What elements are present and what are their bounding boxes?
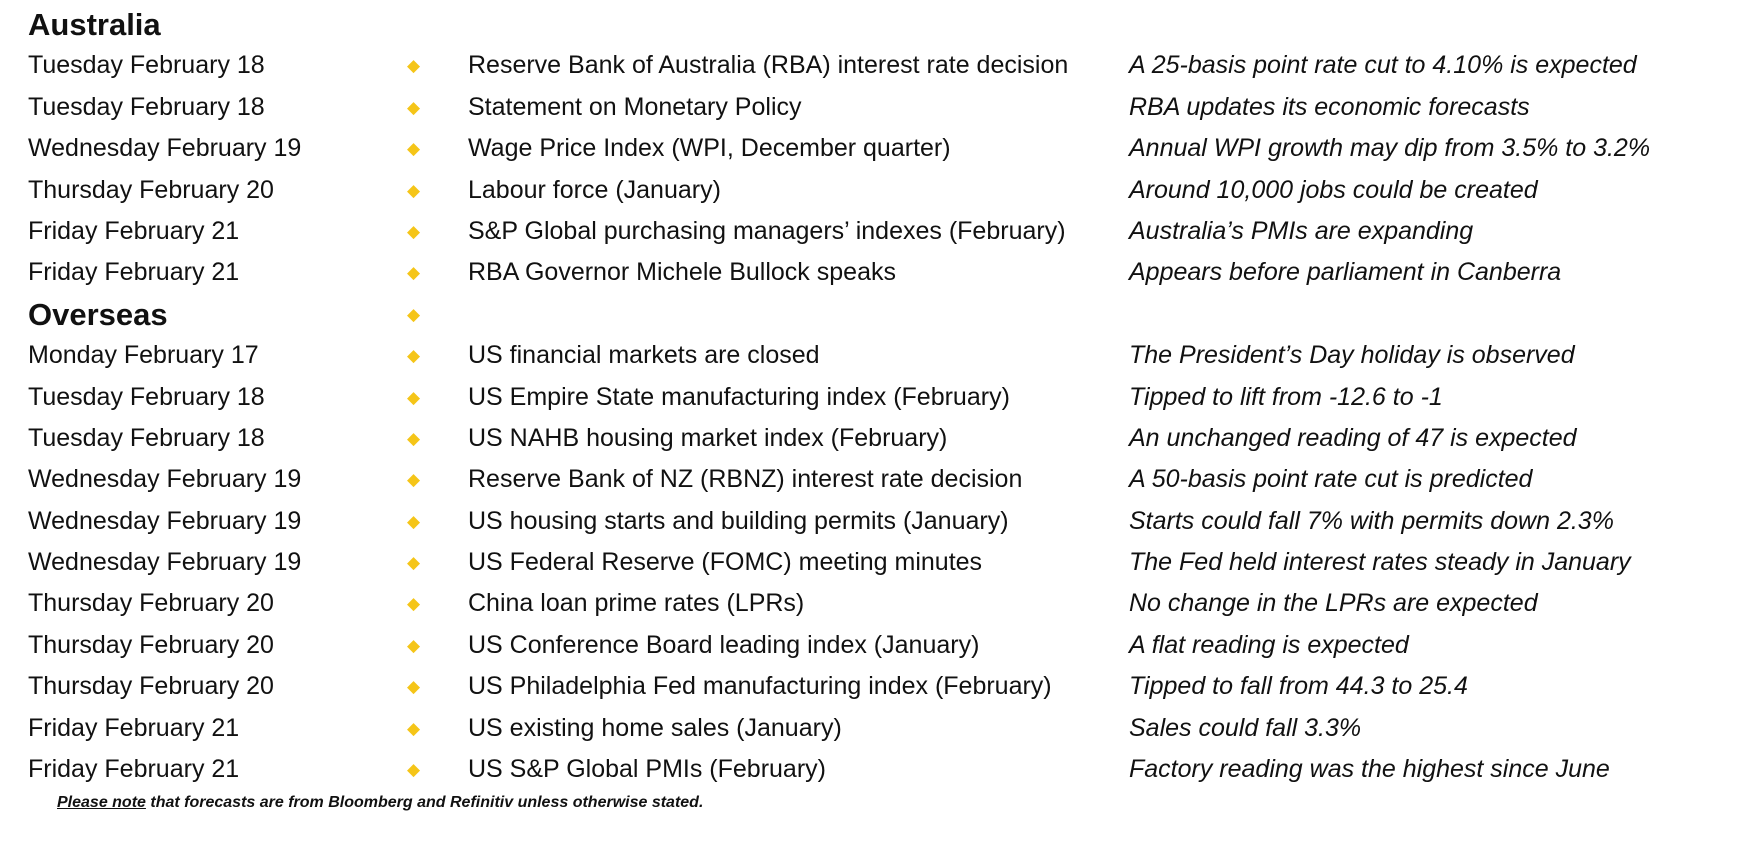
event-name: US Conference Board leading index (January): [468, 630, 980, 659]
calendar-row: [28, 377, 1728, 418]
diamond-icon: ◆: [407, 718, 421, 738]
event-forecast: Australia’s PMIs are expanding: [1129, 216, 1474, 245]
event-forecast: The President’s Day holiday is observed: [1129, 341, 1575, 370]
calendar-row: [28, 45, 1728, 86]
event-name: Wage Price Index (WPI, December quarter): [468, 134, 951, 163]
event-name: S&P Global purchasing managers’ indexes (February): [468, 216, 1066, 245]
event-date: Friday February 21: [28, 713, 240, 742]
diamond-icon: ◆: [407, 180, 421, 200]
event-name: US housing starts and building permits (January): [468, 506, 1009, 535]
calendar-row: [28, 211, 1728, 252]
calendar-row: [28, 87, 1728, 128]
event-forecast: No change in the LPRs are expected: [1129, 589, 1538, 618]
calendar-row: [28, 501, 1728, 542]
event-date: Wednesday February 19: [28, 548, 302, 577]
section-title: Australia: [28, 7, 161, 42]
economic-calendar: [28, 4, 1728, 790]
diamond-icon: ◆: [407, 760, 421, 780]
diamond-icon: ◆: [407, 511, 421, 531]
calendar-row: [28, 418, 1728, 459]
calendar-row: [28, 170, 1728, 211]
diamond-icon: ◆: [407, 635, 421, 655]
event-date: Thursday February 20: [28, 589, 274, 618]
diamond-icon: ◆: [407, 221, 421, 241]
event-forecast: A 25-basis point rate cut to 4.10% is expected: [1129, 51, 1637, 80]
diamond-icon: ◆: [407, 470, 421, 490]
event-forecast: A flat reading is expected: [1129, 630, 1409, 659]
event-date: Friday February 21: [28, 258, 240, 287]
diamond-icon: ◆: [407, 553, 421, 573]
event-date: Thursday February 20: [28, 630, 274, 659]
footnote-emphasis: Please note: [57, 794, 146, 811]
calendar-row: [28, 459, 1728, 500]
event-name: US existing home sales (January): [468, 713, 842, 742]
calendar-row: [28, 625, 1728, 666]
calendar-row: [28, 708, 1728, 749]
diamond-icon: ◆: [407, 97, 421, 117]
calendar-row: [28, 335, 1728, 376]
section-title: Overseas: [28, 296, 168, 332]
event-name: US Philadelphia Fed manufacturing index (February): [468, 672, 1052, 701]
event-date: Wednesday February 19: [28, 506, 302, 535]
event-forecast: Appears before parliament in Canberra: [1129, 258, 1562, 287]
event-date: Monday February 17: [28, 341, 259, 370]
calendar-row: [28, 583, 1728, 624]
calendar-row: [28, 128, 1728, 169]
event-name: Labour force (January): [468, 175, 721, 204]
event-forecast: The Fed held interest rates steady in January: [1129, 548, 1631, 577]
event-forecast: Around 10,000 jobs could be created: [1129, 175, 1538, 204]
diamond-icon: ◆: [407, 346, 421, 366]
event-forecast: Annual WPI growth may dip from 3.5% to 3.2%: [1129, 134, 1651, 163]
event-name: US Federal Reserve (FOMC) meeting minutes: [468, 548, 983, 577]
event-name: Reserve Bank of NZ (RBNZ) interest rate decision: [468, 465, 1023, 494]
footnote: [57, 794, 703, 812]
event-forecast: Tipped to lift from -12.6 to -1: [1129, 382, 1443, 411]
event-name: US financial markets are closed: [468, 341, 820, 370]
event-date: Tuesday February 18: [28, 423, 265, 452]
event-name: US Empire State manufacturing index (February): [468, 382, 1010, 411]
calendar-row: [28, 666, 1728, 707]
event-name: RBA Governor Michele Bullock speaks: [468, 258, 896, 287]
event-name: US NAHB housing market index (February): [468, 423, 948, 452]
footnote-text: that forecasts are from Bloomberg and Refinitiv unless otherwise stated.: [145, 794, 704, 811]
section-header-overseas: [28, 294, 1728, 335]
event-date: Tuesday February 18: [28, 92, 265, 121]
event-name: Statement on Monetary Policy: [468, 92, 802, 121]
event-forecast: Starts could fall 7% with permits down 2.3%: [1129, 506, 1614, 535]
event-forecast: Sales could fall 3.3%: [1129, 713, 1362, 742]
event-date: Tuesday February 18: [28, 51, 265, 80]
event-date: Wednesday February 19: [28, 465, 302, 494]
event-date: Wednesday February 19: [28, 134, 302, 163]
event-date: Thursday February 20: [28, 175, 274, 204]
diamond-icon: ◆: [407, 263, 421, 283]
event-forecast: A 50-basis point rate cut is predicted: [1129, 465, 1533, 494]
event-name: US S&P Global PMIs (February): [468, 755, 826, 784]
diamond-icon: ◆: [407, 139, 421, 159]
event-date: Thursday February 20: [28, 672, 274, 701]
diamond-icon: ◆: [407, 594, 421, 614]
calendar-row: [28, 542, 1728, 583]
event-forecast: Tipped to fall from 44.3 to 25.4: [1129, 672, 1468, 701]
diamond-icon: ◆: [407, 428, 421, 448]
event-date: Friday February 21: [28, 755, 240, 784]
event-name: China loan prime rates (LPRs): [468, 589, 805, 618]
section-header-australia: [28, 4, 1728, 45]
event-forecast: Factory reading was the highest since June: [1129, 755, 1610, 784]
calendar-row: [28, 252, 1728, 293]
event-forecast: RBA updates its economic forecasts: [1129, 92, 1530, 121]
event-date: Friday February 21: [28, 216, 240, 245]
diamond-icon: ◆: [407, 56, 421, 76]
calendar-row: [28, 749, 1728, 790]
diamond-icon: ◆: [407, 677, 421, 697]
diamond-icon: ◆: [407, 387, 421, 407]
event-date: Tuesday February 18: [28, 382, 265, 411]
event-forecast: An unchanged reading of 47 is expected: [1129, 423, 1577, 452]
diamond-icon: ◆: [407, 304, 421, 324]
event-name: Reserve Bank of Australia (RBA) interest rate decision: [468, 51, 1069, 80]
